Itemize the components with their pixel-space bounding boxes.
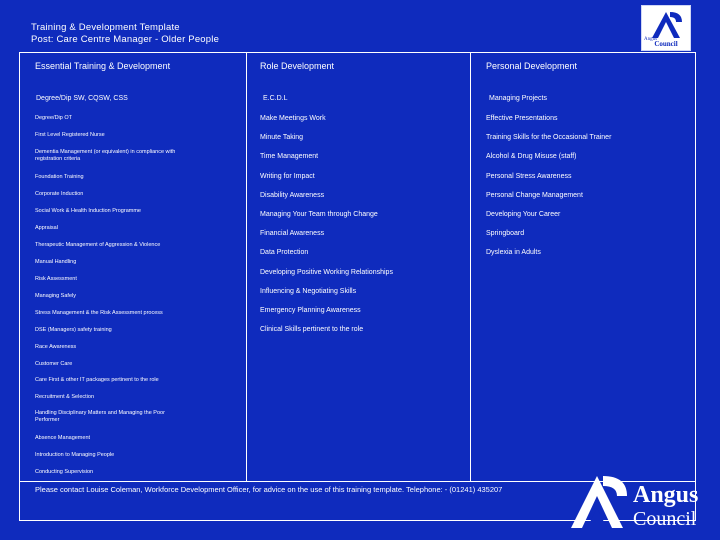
- essential-item: Introduction to Managing People: [35, 452, 115, 458]
- training-table: [19, 52, 699, 521]
- essential-item: Absence Management: [35, 435, 91, 441]
- role-item: Financial Awareness: [260, 230, 325, 237]
- angus-council-logo-small: [641, 5, 691, 51]
- essential-item: Handling Disciplinary Matters and Managing the Poor: [35, 410, 165, 416]
- essential-item: Therapeutic Management of Aggression & Violence: [35, 242, 161, 248]
- essential-item: Manual Handling: [35, 259, 77, 265]
- role-item: Make Meetings Work: [260, 115, 326, 122]
- essential-item: registration criteria: [35, 156, 81, 162]
- page-title: [31, 22, 219, 46]
- role-item: Writing for Impact: [260, 173, 315, 180]
- personal-item: Springboard: [486, 230, 525, 237]
- logo-small-angus: Angus: [644, 37, 658, 42]
- essential-item: Dementia Management (or equivalent) in compliance with: [35, 149, 176, 155]
- essential-item: Corporate Induction: [35, 191, 84, 197]
- angus-logo-mark-icon: [567, 472, 633, 532]
- essential-item: Customer Care: [35, 361, 73, 367]
- essential-item: Conducting Supervision: [35, 469, 94, 475]
- personal-item: Training Skills for the Occasional Trainer: [486, 134, 612, 141]
- role-item: Time Management: [260, 153, 319, 160]
- personal-item: Alcohol & Drug Misuse (staff): [486, 153, 577, 160]
- essential-item: Degree/Dip OT: [35, 115, 72, 121]
- column-divider-2: [470, 53, 471, 481]
- essential-item: Risk Assessment: [35, 276, 77, 282]
- role-item: Disability Awareness: [260, 192, 325, 199]
- essential-item: Performer: [35, 417, 60, 423]
- personal-item: Effective Presentations: [486, 115, 558, 122]
- role-item: E.C.D.L: [263, 95, 288, 102]
- essential-item: Managing Safely: [35, 293, 76, 299]
- title-line-1: Training & Development Template: [31, 22, 180, 33]
- personal-item: Personal Change Management: [486, 192, 583, 199]
- logo-small-council: Council: [654, 40, 678, 48]
- personal-item: Managing Projects: [489, 95, 547, 102]
- personal-heading: Personal Development: [486, 61, 578, 71]
- angus-council-logo-large: [567, 472, 717, 534]
- essential-item: Appraisal: [35, 225, 58, 231]
- column-divider-1: [246, 53, 247, 481]
- essential-heading: Essential Training & Development: [35, 61, 171, 71]
- essential-item: Stress Management & the Risk Assessment process: [35, 310, 163, 316]
- role-item: Minute Taking: [260, 134, 304, 141]
- essential-item: Foundation Training: [35, 174, 84, 180]
- personal-item: Personal Stress Awareness: [486, 173, 572, 180]
- essential-item: DSE (Managers) safety training: [35, 327, 112, 333]
- role-item: Developing Positive Working Relationships: [260, 269, 393, 276]
- role-item: Clinical Skills pertinent to the role: [260, 326, 364, 333]
- essential-item: Social Work & Health Induction Programme: [35, 208, 141, 214]
- role-item: Data Protection: [260, 249, 309, 256]
- logo-large-angus: Angus: [633, 482, 699, 508]
- essential-item: Recruitment & Selection: [35, 394, 94, 400]
- essential-item: First Level Registered Nurse: [35, 132, 105, 138]
- essential-item: Care First & other IT packages pertinent to the role: [35, 377, 159, 383]
- role-item: Emergency Planning Awareness: [260, 307, 361, 314]
- logo-large-council: Council: [633, 508, 697, 530]
- essential-item: Race Awareness: [35, 344, 77, 350]
- role-heading: Role Development: [260, 61, 335, 71]
- footer-contact-text: Please contact Louise Coleman, Workforce Development Officer, for advice on the use of this training template. Telephone: - (01241) 435207: [35, 485, 503, 494]
- personal-item: Dyslexia in Adults: [486, 249, 541, 256]
- role-item: Influencing & Negotiating Skills: [260, 288, 357, 295]
- essential-item: Degree/Dip SW, CQSW, CSS: [36, 95, 128, 102]
- role-item: Managing Your Team through Change: [260, 211, 378, 218]
- title-line-2: Post: Care Centre Manager - Older People: [31, 34, 220, 45]
- personal-item: Developing Your Career: [486, 211, 561, 218]
